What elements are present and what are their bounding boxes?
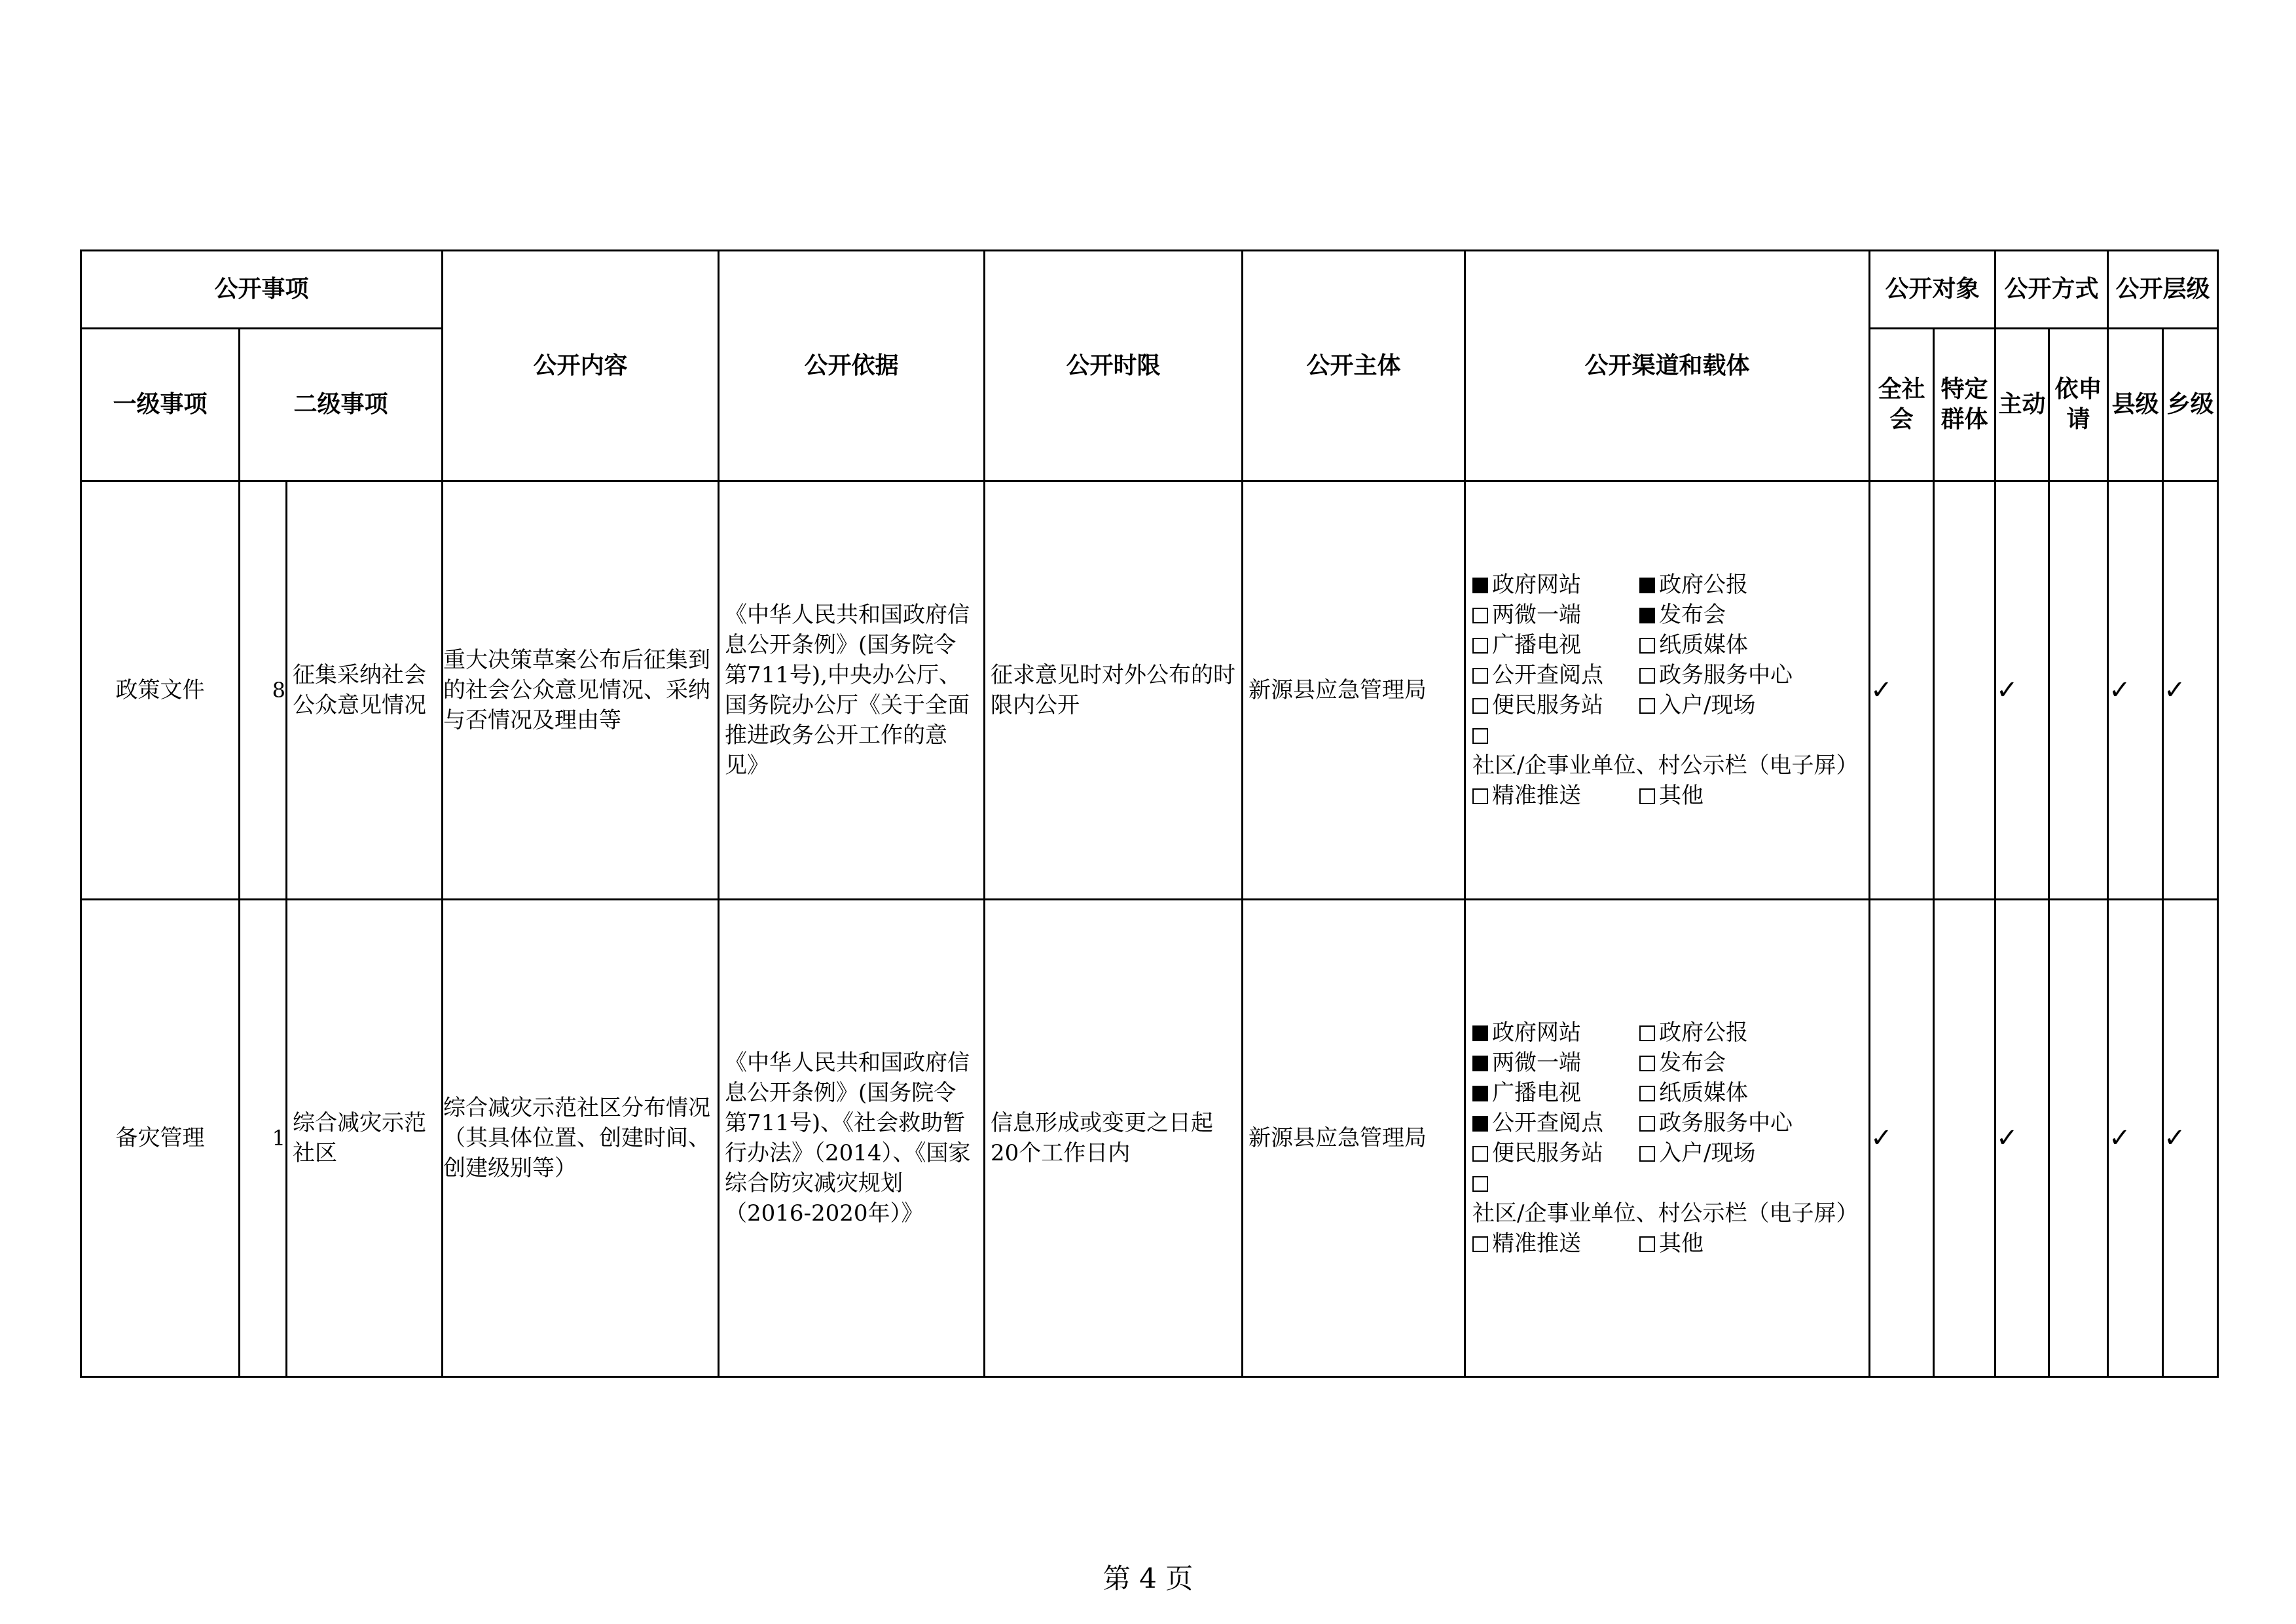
check-all-society: ✓ [1870, 900, 1934, 1377]
checkbox-icon [1472, 728, 1488, 744]
channel-item: 公开查阅点 [1472, 660, 1639, 690]
check-specific-group [1934, 481, 1995, 900]
checkbox-icon [1639, 1146, 1655, 1162]
check-county: ✓ [2108, 900, 2163, 1377]
disclosure-table [80, 249, 2219, 1378]
channel-item: 政务服务中心 [1639, 1108, 1868, 1138]
page-footer: 第 4 页 [1102, 1562, 1194, 1595]
checkbox-icon [1472, 1116, 1488, 1132]
header-county: 县级 [2108, 329, 2163, 481]
checkbox-icon [1472, 1146, 1488, 1162]
row-channels [1465, 481, 1870, 900]
row-timelimit: 信息形成或变更之日起20个工作日内 [985, 900, 1243, 1377]
checkbox-icon [1472, 1086, 1488, 1101]
checkbox-icon [1639, 1056, 1655, 1071]
check-township: ✓ [2163, 481, 2218, 900]
channel-item: 入户/现场 [1639, 1138, 1868, 1168]
checkbox-icon [1472, 698, 1488, 714]
checkbox-icon [1639, 1116, 1655, 1132]
header-content: 公开内容 [443, 251, 719, 481]
header-timelimit: 公开时限 [985, 251, 1243, 481]
checkbox-icon [1472, 1056, 1488, 1071]
row-subject: 新源县应急管理局 [1243, 481, 1465, 900]
row-number: 8 [240, 481, 287, 900]
check-specific-group [1934, 900, 1995, 1377]
row-level2: 征集采纳社会公众意见情况 [287, 481, 443, 900]
header-township: 乡级 [2163, 329, 2218, 481]
row-subject: 新源县应急管理局 [1243, 900, 1465, 1377]
header-level1: 一级事项 [81, 329, 240, 481]
checkbox-icon [1472, 788, 1488, 804]
check-county: ✓ [2108, 481, 2163, 900]
header-channels: 公开渠道和载体 [1465, 251, 1870, 481]
header-audience: 公开对象 [1870, 251, 1995, 329]
checkbox-icon [1639, 1025, 1655, 1041]
channel-item: 其他 [1639, 781, 1868, 811]
check-township: ✓ [2163, 900, 2218, 1377]
row-basis: 《中华人民共和国政府信息公开条例》(国务院令第711号)、《社会救助暂行办法》（2014）、《国家综合防灾减灾规划（2016-2020年）》 [719, 900, 985, 1377]
channel-item: 社区/企事业单位、村公示栏（电子屏） [1472, 1168, 1868, 1228]
header-subject: 公开主体 [1243, 251, 1465, 481]
channel-item: 政府网站 [1472, 1018, 1639, 1048]
channel-item: 发布会 [1639, 1048, 1868, 1078]
channel-item: 广播电视 [1472, 630, 1639, 660]
header-method: 公开方式 [1995, 251, 2108, 329]
checkbox-icon [1472, 608, 1488, 623]
checkbox-icon [1639, 578, 1655, 593]
checkbox-icon [1472, 578, 1488, 593]
row-level1: 备灾管理 [81, 900, 240, 1377]
check-proactive: ✓ [1995, 900, 2049, 1377]
checkbox-icon [1639, 1236, 1655, 1252]
check-on-request [2049, 481, 2108, 900]
checkbox-icon [1472, 638, 1488, 654]
channel-item: 发布会 [1639, 600, 1868, 630]
channel-item: 精准推送 [1472, 781, 1639, 811]
check-all-society: ✓ [1870, 481, 1934, 900]
header-gongkai-shixiang: 公开事项 [81, 251, 443, 329]
channel-item: 便民服务站 [1472, 690, 1639, 720]
channel-item: 政府公报 [1639, 1018, 1868, 1048]
channel-item: 纸质媒体 [1639, 630, 1868, 660]
row-content: 综合减灾示范社区分布情况（其具体位置、创建时间、创建级别等） [443, 900, 719, 1377]
channel-item: 政府公报 [1639, 570, 1868, 600]
row-level2: 综合减灾示范社区 [287, 900, 443, 1377]
check-on-request [2049, 900, 2108, 1377]
checkbox-icon [1472, 1176, 1488, 1192]
channel-item: 社区/企事业单位、村公示栏（电子屏） [1472, 720, 1868, 781]
channel-item: 两微一端 [1472, 600, 1639, 630]
header-level2: 二级事项 [240, 329, 443, 481]
channel-item: 政务服务中心 [1639, 660, 1868, 690]
row-number: 1 [240, 900, 287, 1377]
row-content: 重大决策草案公布后征集到的社会公众意见情况、采纳与否情况及理由等 [443, 481, 719, 900]
channel-item: 便民服务站 [1472, 1138, 1639, 1168]
checkbox-icon [1639, 788, 1655, 804]
channel-item: 广播电视 [1472, 1078, 1639, 1108]
checkbox-icon [1639, 638, 1655, 654]
header-basis: 公开依据 [719, 251, 985, 481]
channel-item: 精准推送 [1472, 1228, 1639, 1259]
channel-item: 政府网站 [1472, 570, 1639, 600]
channel-item: 两微一端 [1472, 1048, 1639, 1078]
channel-item: 入户/现场 [1639, 690, 1868, 720]
row-channels [1465, 900, 1870, 1377]
checkbox-icon [1472, 668, 1488, 684]
channel-item: 纸质媒体 [1639, 1078, 1868, 1108]
row-basis: 《中华人民共和国政府信息公开条例》(国务院令第711号),中央办公厅、国务院办公厅《关于全面推进政务公开工作的意见》 [719, 481, 985, 900]
checkbox-icon [1639, 668, 1655, 684]
checkbox-icon [1639, 698, 1655, 714]
row-timelimit: 征求意见时对外公布的时限内公开 [985, 481, 1243, 900]
row-level1: 政策文件 [81, 481, 240, 900]
channel-item: 其他 [1639, 1228, 1868, 1259]
header-proactive: 主动 [1995, 329, 2049, 481]
header-on-request: 依申请 [2049, 329, 2108, 481]
header-level: 公开层级 [2108, 251, 2218, 329]
channel-item: 公开查阅点 [1472, 1108, 1639, 1138]
table-row [81, 900, 2218, 1377]
table-row [81, 481, 2218, 900]
checkbox-icon [1472, 1025, 1488, 1041]
header-all-society: 全社会 [1870, 329, 1934, 481]
checkbox-icon [1639, 1086, 1655, 1101]
checkbox-icon [1639, 608, 1655, 623]
check-proactive: ✓ [1995, 481, 2049, 900]
checkbox-icon [1472, 1236, 1488, 1252]
header-specific-group: 特定群体 [1934, 329, 1995, 481]
